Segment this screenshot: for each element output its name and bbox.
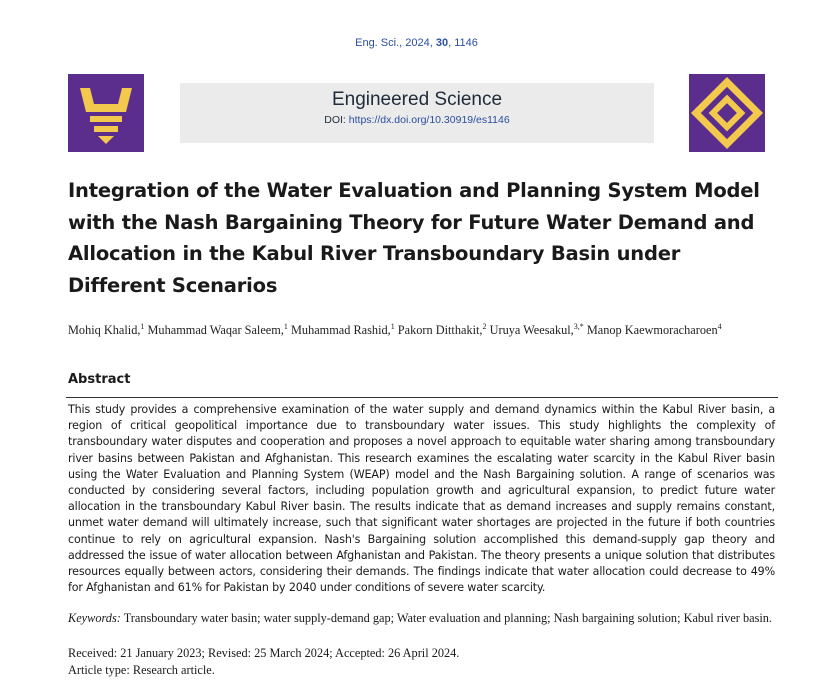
bull-horns-logo-icon <box>68 74 144 152</box>
author-name: Mohiq Khalid, <box>68 323 141 338</box>
author-affiliation: 1 <box>283 322 288 331</box>
author-affiliation: 2 <box>482 322 487 331</box>
author-name: Uruya Weesakul, <box>489 323 574 338</box>
author-list <box>68 318 768 339</box>
journal-logo-right <box>689 74 765 152</box>
author-name: Pakorn Ditthakit, <box>397 323 483 338</box>
doi-line <box>180 114 654 126</box>
citation-suffix: , 1146 <box>448 37 478 49</box>
keywords <box>68 610 775 627</box>
publisher-logo-left <box>68 74 144 152</box>
received-dates: Received: 21 January 2023; Revised: 25 March 2024; Accepted: 26 April 2024. <box>68 646 460 660</box>
citation-line <box>0 37 833 49</box>
author-name: Muhammad Rashid, <box>290 323 391 338</box>
author-affiliation: 4 <box>717 322 722 331</box>
doi-link[interactable]: https://dx.doi.org/10.30919/es1146 <box>348 114 510 126</box>
abstract-divider <box>66 397 778 398</box>
citation-prefix: Eng. Sci., 2024, <box>355 37 433 49</box>
keywords-label: Keywords: <box>68 611 121 625</box>
author-name: Manop Kaewmoracharoen <box>586 323 718 338</box>
abstract-heading: Abstract <box>68 372 131 387</box>
es-cube-logo-icon <box>689 74 765 152</box>
author-affiliation: 1 <box>390 322 395 331</box>
journal-header-band <box>180 83 654 143</box>
article-type: Article type: Research article. <box>68 663 215 677</box>
author-affiliation: 1 <box>140 322 145 331</box>
keywords-text: Transboundary water basin; water supply-demand gap; Water evaluation and planning; Nash bargaining solution; Kabul river basin. <box>123 611 773 625</box>
abstract-text: This study provides a comprehensive examination of the water supply and demand dynamics within the Kabul River basin, a region of critical geopolitical importance due to transboundary water issues. This study highlights the complexity of transboundary water disputes and cooperation and proposes a novel approach to equitable water sharing among transboundary river basins between Pakistan and Afghanistan. This research examines the escalating water scarcity in the Kabul River basin using the Water Evaluation and Planning System (WEAP) model and the Nash Bargaining solution. A range of scenarios was conducted by considering several factors, including population growth and agricultural expansion, to predict future water allocation in the transboundary Kabul River basin. The results indicate that as demand increases and supply remains constant, unmet water demand will ultimately increase, such that significant water shortages are projected in the future if both countries continue to rely on agricultural expansion. Nash's Bargaining solution accomplished this demand-supply gap theory and addressed the issue of water allocation between Afghanistan and Pakistan. The theory presents a unique solution that distributes resources equally between actors, considering their demands. The findings indicate that water allocation could decrease to 49% for Afghanistan and 61% for Pakistan by 2040 under conditions of severe water scarcity. <box>68 403 775 595</box>
citation-volume: 30 <box>435 37 449 49</box>
journal-name: Engineered Science <box>331 89 503 110</box>
author-name: Muhammad Waqar Saleem, <box>147 323 284 338</box>
article-title: Integration of the Water Evaluation and Planning System Model with the Nash Bargaining Theory for Future Water Demand and Allocation in the Kabul River Transboundary Basin under Different Scenarios <box>68 179 760 297</box>
author-affiliation: 3,* <box>573 322 584 331</box>
doi-label: DOI: <box>324 114 346 126</box>
